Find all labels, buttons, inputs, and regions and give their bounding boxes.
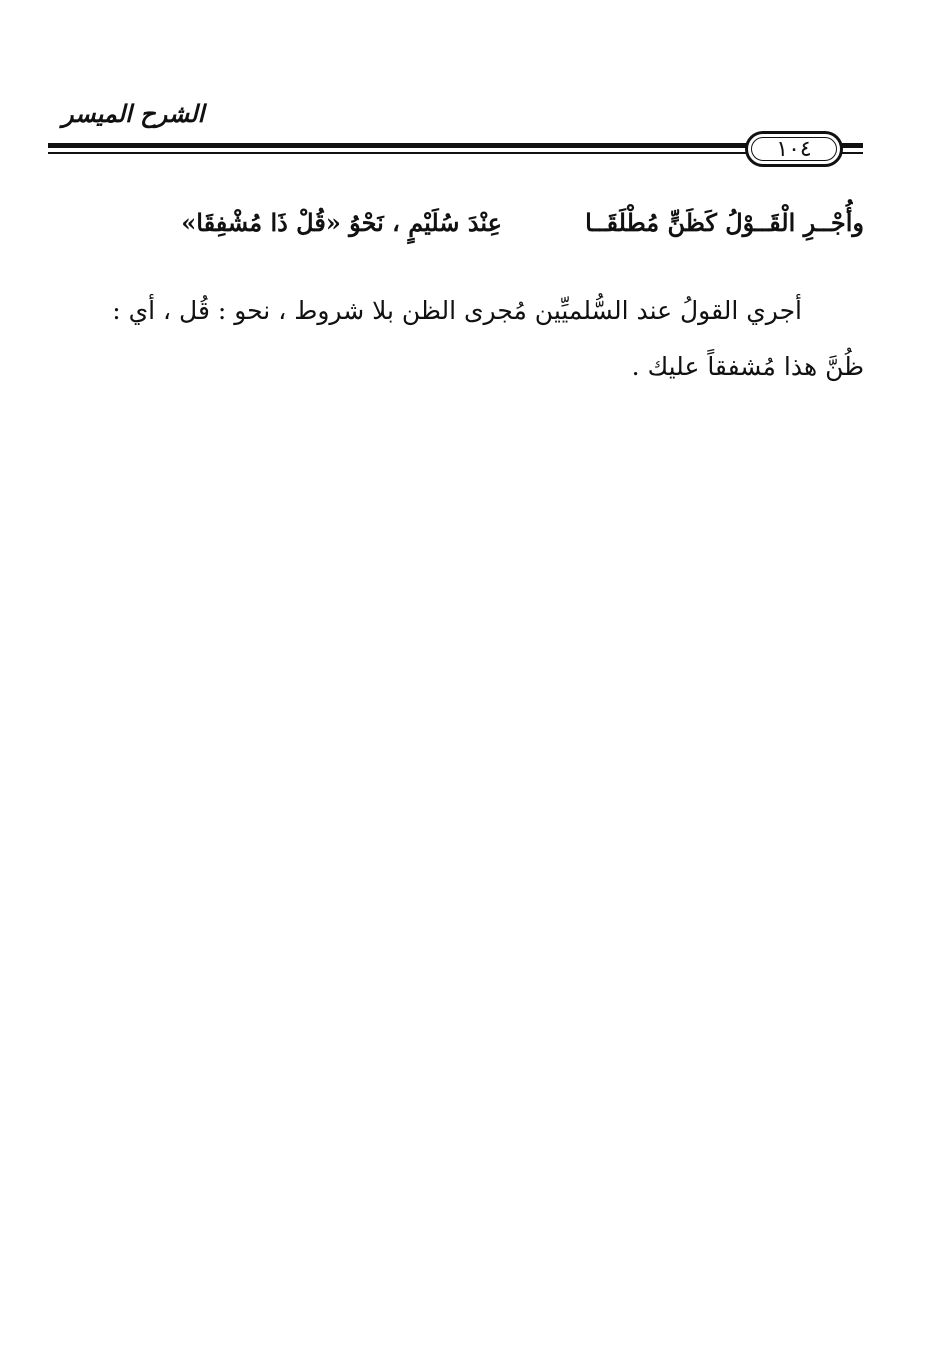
verse-second-hemistich: عِنْدَ سُلَيْمٍ ، نَحْوُ «قُلْ ذَا مُشْفِقَا» (181, 208, 502, 237)
verse-first-hemistich: وأُجْــرِ الْقَــوْلُ كَظَنٍّ مُطْلَقَــا (585, 208, 864, 237)
commentary-line-1: أجري القولُ عند السُّلميِّين مُجرى الظن بلا شروط ، نحو : قُل ، أي : (112, 296, 802, 325)
commentary-line-2: ظُنَّ هذا مُشفقاً عليك . (631, 352, 864, 381)
page-number: ١٠٤ (751, 137, 837, 161)
header-rule-thick (48, 143, 863, 148)
header-rule-thin (48, 152, 863, 154)
commentary-paragraph (40, 283, 864, 395)
page-number-badge (745, 131, 843, 167)
book-title: الشرح الميسر (62, 100, 205, 128)
